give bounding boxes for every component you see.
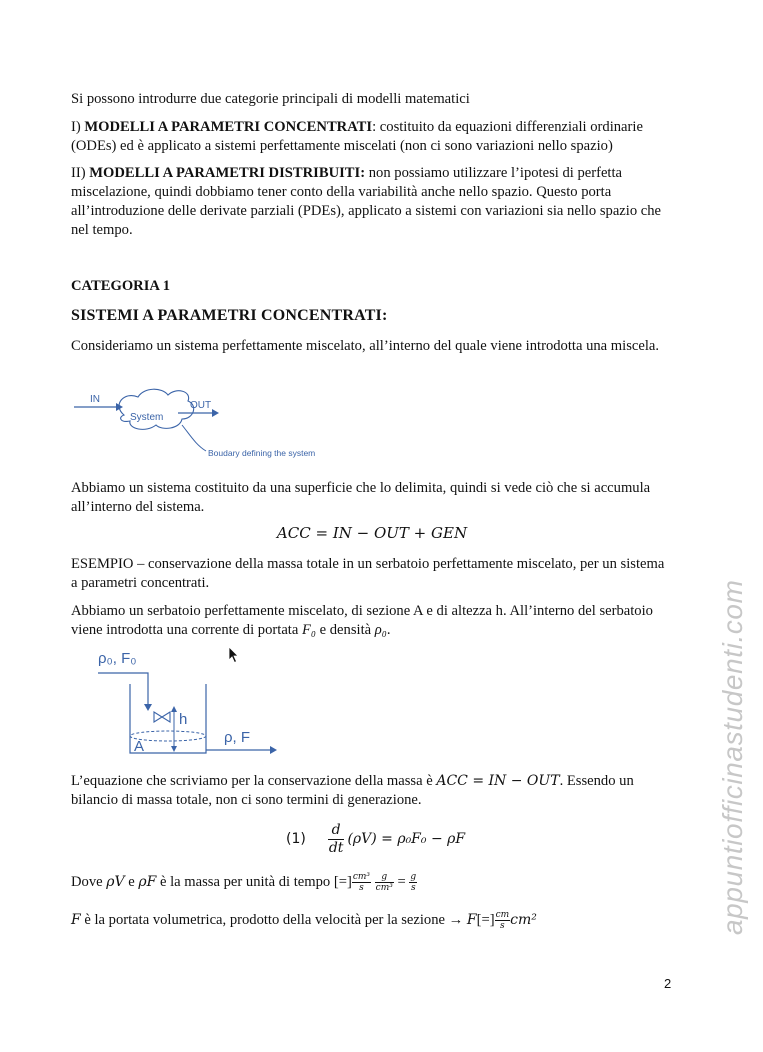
tank-end: .	[386, 622, 391, 638]
watermark: appuntiofficinastudenti.com	[717, 579, 748, 935]
where-mid: e	[124, 873, 139, 890]
consider-paragraph: Consideriamo un sistema perfettamente miscelato, all’interno del quale viene introdotta una miscela.	[71, 338, 660, 354]
unit-fraction-3	[409, 872, 417, 893]
in-label: IN	[90, 394, 100, 405]
system-cloud	[119, 389, 194, 429]
outlet-arrow-head	[270, 746, 277, 754]
unit-fraction-1-den: s	[359, 883, 364, 893]
unit-fraction-2	[375, 872, 394, 893]
height-arrow-top	[171, 706, 177, 712]
unit-fraction-3-num: g	[410, 872, 417, 882]
tank-mid: e densità	[315, 622, 375, 638]
system-label: System	[130, 412, 164, 423]
level-mark-right	[162, 712, 170, 722]
equation-rhs: (ρV) = ρ₀F₀ − ρF	[347, 831, 466, 847]
equation-rest: . Essendo un bilancio di massa totale, non ci sono termini di generazione.	[71, 773, 634, 808]
level-mark-left	[154, 712, 162, 722]
flow-fraction-den: s	[500, 921, 505, 931]
cat2-title: MODELLI A PARAMETRI DISTRIBUITI:	[89, 165, 366, 181]
inlet-label: ρ₀, F₀	[98, 650, 137, 667]
cat1-text: : costituito da equazioni differenziali ordinarie (ODEs) ed è applicato a sistemi perfettamente miscelati (non ci sono variazioni nello spazio)	[71, 119, 643, 154]
heading-category: CATEGORIA 1	[71, 278, 171, 294]
derivative-den: dt	[328, 840, 344, 856]
cat2-text: non possiamo utilizzare l’ipotesi di perfetta miscelazione, quindi dobbiamo tener conto della variabilità anche nello spazio. Questo porta all’introduzione delle derivate parziali (PDEs), applicato a sistemi con variazioni sia nello spazio che nel tempo.	[71, 165, 662, 238]
where-eq: =	[393, 873, 410, 890]
cat1-title: MODELLI A PARAMETRI CONCENTRATI	[84, 119, 373, 135]
unit-fraction-3-den: s	[410, 883, 416, 893]
boundary-pointer	[182, 425, 206, 451]
equation-1	[286, 822, 465, 862]
flow-paragraph	[71, 910, 671, 931]
intro-paragraph: Si possono introdurre due categorie principali di modelli matematici	[71, 91, 470, 107]
equation-text: L’equazione che scriviamo per la conservazione della massa è	[71, 773, 437, 789]
flow-f2: F	[466, 911, 477, 928]
where-rhof: ρF	[138, 873, 157, 890]
height-arrow-bottom	[171, 746, 177, 752]
category-2-paragraph	[71, 164, 671, 240]
where-pre: Dove	[71, 873, 107, 890]
system-diagram	[72, 385, 342, 465]
height-label: h	[179, 711, 188, 728]
unit-fraction-2-num: g	[375, 872, 394, 883]
unit-fraction-2-den: cm³	[375, 883, 393, 893]
out-label: OUT	[190, 400, 212, 411]
area-label: A	[134, 738, 145, 755]
category-1-paragraph	[71, 118, 671, 156]
unit-fraction-1	[352, 872, 371, 893]
where-text: è la massa per unità di tempo [=]	[156, 873, 352, 890]
flow-fraction	[495, 910, 511, 931]
flow-fraction-num: cm	[495, 910, 510, 920]
flow-tail: cm²	[510, 911, 537, 928]
outlet-label: ρ, F	[224, 729, 251, 746]
tank-text: Abbiamo un serbatoio perfettamente miscelato, di sezione A e di altezza h. All’interno del serbatoio viene introdotta una corrente di portata	[71, 603, 653, 638]
equation-paragraph	[71, 772, 671, 810]
page-number: 2	[664, 976, 672, 991]
tank-f0: F₀	[301, 622, 316, 638]
equation-number: (1)	[286, 831, 306, 847]
example-paragraph: ESEMPIO – conservazione della massa totale in un serbatoio perfettamente miscelato, per un sistema a parametri concentrati.	[71, 556, 665, 591]
cat2-prefix: II)	[71, 165, 90, 181]
tank-diagram	[92, 644, 282, 756]
tank-rho0: ρ₀	[374, 622, 387, 638]
inlet-pipe	[98, 673, 148, 706]
unit-fraction-1-num: cm³	[352, 872, 370, 882]
equation-inline: ACC = IN − OUT	[436, 773, 560, 789]
derivative-num: d	[328, 822, 345, 840]
inlet-arrow-head	[144, 704, 152, 711]
balance-equation: ACC = IN − OUT + GEN	[276, 524, 468, 542]
flow-text: è la portata volumetrica, prodotto della velocità per la sezione →	[80, 911, 467, 928]
boundary-label: Boudary defining the system	[208, 448, 316, 458]
tank-paragraph	[71, 602, 671, 640]
flow-unit: [=]	[476, 911, 495, 928]
where-paragraph	[71, 872, 671, 893]
cat1-prefix: I)	[71, 119, 85, 135]
surface-paragraph: Abbiamo un sistema costituito da una superficie che lo delimita, quindi si vede ciò che si accumula all’interno del sistema.	[71, 480, 651, 515]
derivative-fraction	[328, 822, 345, 857]
flow-f: F	[71, 911, 81, 928]
where-rhov: ρV	[106, 873, 125, 890]
out-arrow-head	[212, 409, 219, 417]
heading-systems: SISTEMI A PARAMETRI CONCENTRATI:	[71, 307, 388, 324]
